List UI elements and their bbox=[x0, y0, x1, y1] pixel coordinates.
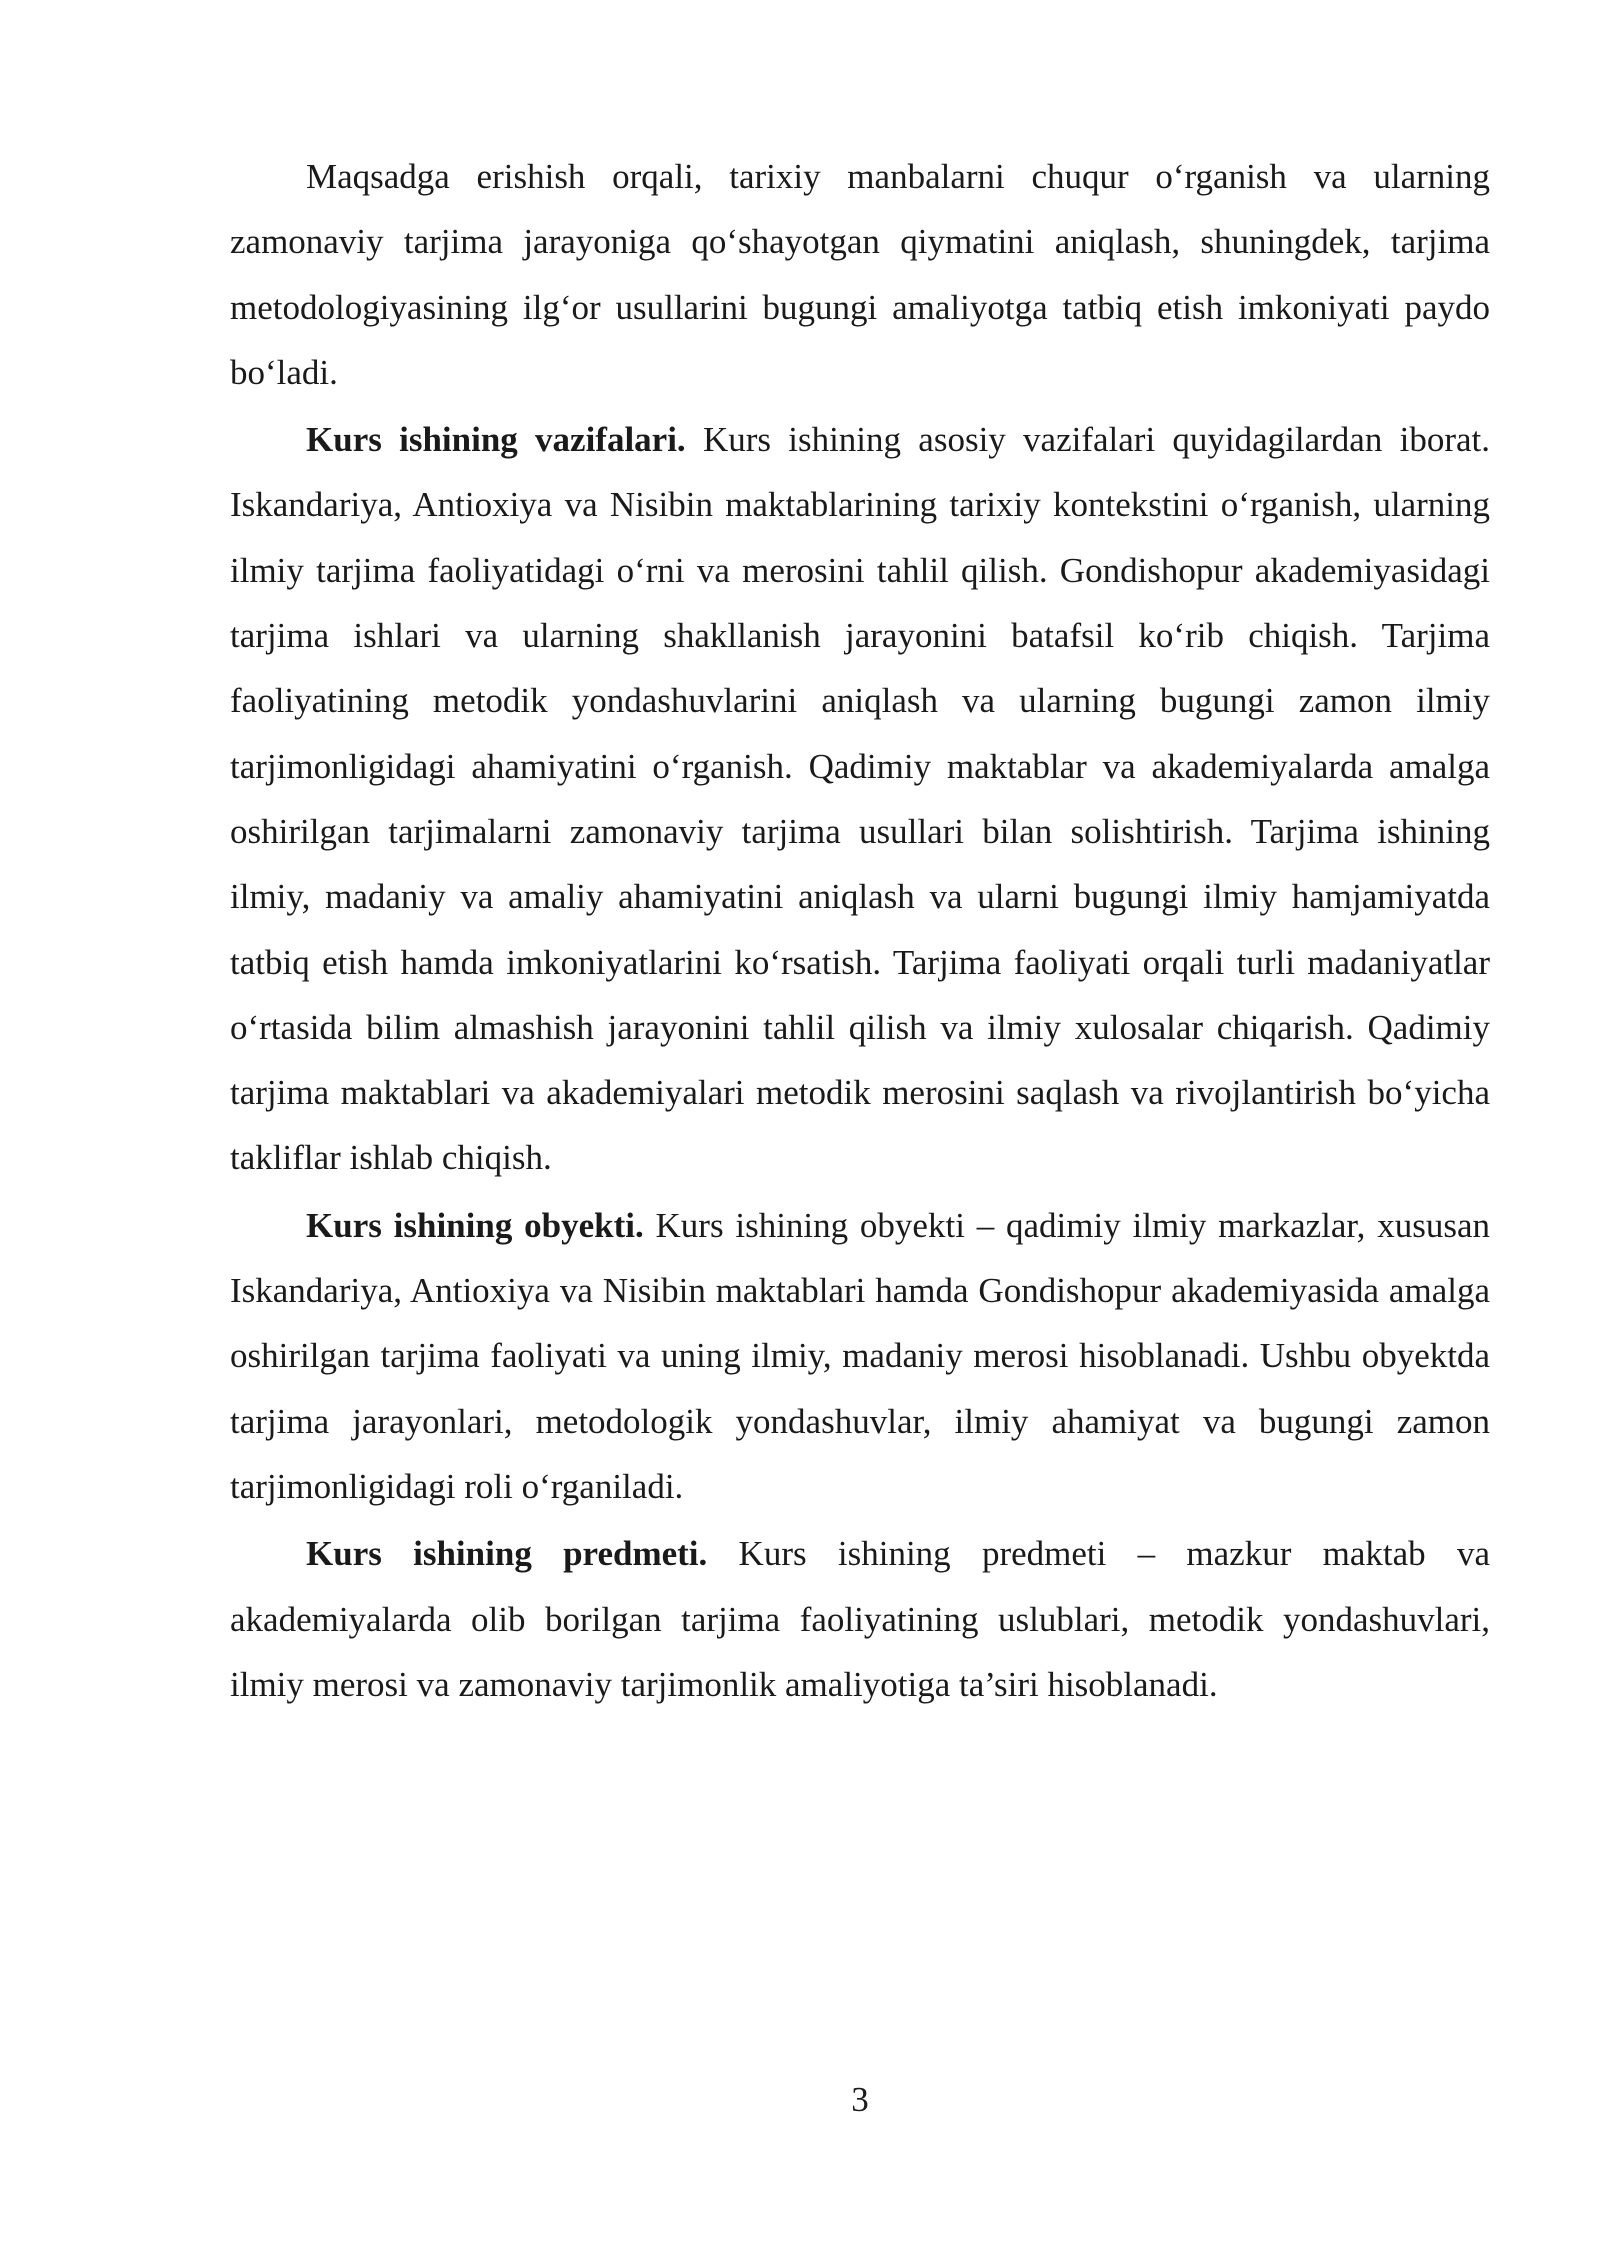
paragraph-subject bbox=[230, 1521, 1490, 1717]
paragraph-purpose bbox=[230, 144, 1490, 405]
paragraph-text: Kurs ishining asosiy vazifalari quyidagilardan iborat. Iskandariya, Antioxiya va Nisibin maktablarining tarixiy kontekstini o‘rganish, ularning ilmiy tarjima faoliyatidagi o‘rni va merosini tahlil qilish. Gondishopur akademiyasidagi tarjima ishlari va ularning shakllanish jarayonini batafsil ko‘rib chiqish. Tarjima faoliyatining metodik yondashuvlarini aniqlash va ularning bugungi zamon ilmiy tarjimonligidagi ahamiyatini o‘rganish. Qadimiy maktablar va akademiyalarda amalga oshirilgan tarjimalarni zamonaviy tarjima usullari bilan solishtirish. Tarjima ishining ilmiy, madaniy va amaliy ahamiyatini aniqlash va ularni bugungi ilmiy hamjamiyatda tatbiq etish hamda imkoniyatlarini ko‘rsatish. Tarjima faoliyati orqali turli madaniyatlar o‘rtasida bilim almashish jarayonini tahlil qilish va ilmiy xulosalar chiqarish. Qadimiy tarjima maktablari va akademiyalari metodik merosini saqlash va rivojlantirish bo‘yicha takliflar ishlab chiqish. bbox=[230, 420, 1490, 1178]
paragraph-text: Kurs ishining predmeti – mazkur maktab va akademiyalarda olib borilgan tarjima faoliyatining uslublari, metodik yondashuvlari, ilmiy merosi va zamonaviy tarjimonlik amaliyotiga ta’siri hisoblanadi. bbox=[230, 1534, 1490, 1704]
section-heading-tasks: Kurs ishining vazifalari. bbox=[306, 420, 686, 460]
paragraph-tasks bbox=[230, 407, 1490, 1191]
document-body bbox=[230, 144, 1490, 1717]
section-heading-subject: Kurs ishining predmeti. bbox=[306, 1534, 708, 1574]
paragraph-text: Kurs ishining obyekti – qadimiy ilmiy markazlar, xususan Iskandariya, Antioxiya va Nisibin maktablari hamda Gondishopur akademiyasida amalga oshirilgan tarjima faoliyati va uning ilmiy, madaniy merosi hisoblanadi. Ushbu obyektda tarjima jarayonlari, metodologik yondashuvlar, ilmiy ahamiyat va bugungi zamon tarjimonligidagi roli o‘rganiladi. bbox=[230, 1205, 1490, 1506]
page-number: 3 bbox=[851, 2080, 869, 2119]
paragraph-object bbox=[230, 1193, 1490, 1519]
paragraph-text: Maqsadga erishish orqali, tarixiy manbalarni chuqur o‘rganish va ularning zamonaviy tarjima jarayoniga qo‘shayotgan qiymatini aniqlash, shuningdek, tarjima metodologiyasining ilg‘or usullarini bugungi amaliyotga tatbiq etish imkoniyati paydo bo‘ladi. bbox=[230, 157, 1490, 392]
section-heading-object: Kurs ishining obyekti. bbox=[306, 1205, 644, 1245]
